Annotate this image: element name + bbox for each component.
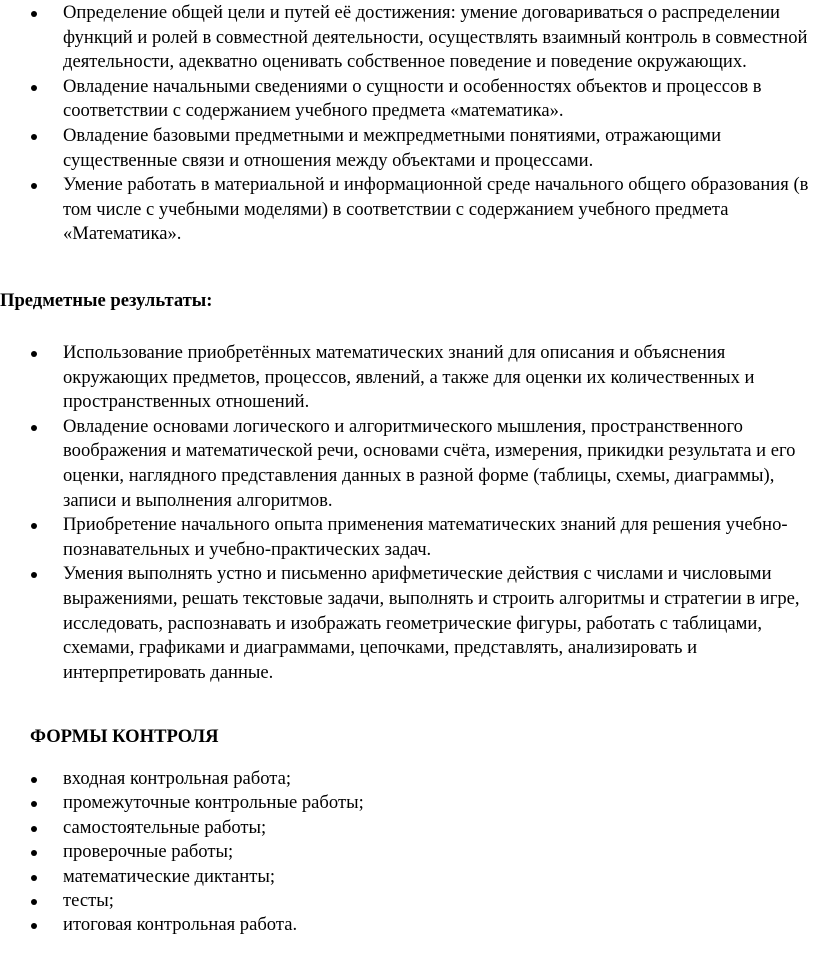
list-item-text: Определение общей цели и путей её достижения: умение договариваться о распределении функций и ролей в совместной деятельности, осуществлять взаимный контроль в совместной деятельности, адекватно оценивать собственное поведение и поведение окружающих. [63, 2, 808, 73]
list-item-text: Умения выполнять устно и письменно арифметические действия с числами и числовыми выражениями, решать текстовые задачи, выполнять и строить алгоритмы и стратегии в игре, исследовать, распознавать и изображать геометрические фигуры, работать с таблицами, схемами, графиками и диаграммами, цепочками, представлять, анализировать и интерпретировать данные. [63, 563, 800, 683]
control-forms-list [0, 767, 816, 938]
bullet-icon [31, 85, 37, 91]
list-item-text: самостоятельные работы; [63, 816, 267, 838]
list-item [0, 767, 816, 791]
list-item [0, 75, 816, 124]
subject-results-heading: Предметные результаты: [0, 290, 213, 311]
list-item-text: Овладение базовыми предметными и межпредметными понятиями, отражающими существенные связи и отношения между объектами и процессами. [63, 124, 722, 171]
list-item [0, 341, 816, 415]
bullet-icon [31, 875, 37, 881]
list-item [0, 124, 816, 173]
list-item [0, 1, 816, 75]
bullet-icon [31, 11, 37, 17]
list-item-text: проверочные работы; [63, 841, 234, 863]
bullet-icon [31, 777, 37, 783]
list-item [0, 913, 816, 937]
list-item-text: Приобретение начального опыта применения математических знаний для решения учебно-познавательных и учебно-практических задач. [63, 514, 788, 560]
subject-results-list [0, 341, 816, 685]
bullet-icon [31, 826, 37, 832]
bullet-icon [31, 572, 37, 578]
list-item-text: входная контрольная работа; [63, 768, 292, 789]
list-item [0, 889, 816, 913]
list-item [0, 865, 816, 889]
list-item-text: тесты; [63, 890, 114, 912]
list-item [0, 791, 816, 815]
bullet-icon [31, 923, 37, 929]
list-item-text: математические диктанты; [63, 865, 276, 887]
goals-list [0, 1, 816, 247]
bullet-icon [31, 801, 37, 807]
list-item-text: Овладение основами логического и алгоритмического мышления, пространственного воображения и математической речи, основами счёта, измерения, прикидки результата и его оценки, наглядного представления данных в разной форме (таблицы, схемы, диаграммы), записи и выполнения алгоритмов. [63, 415, 796, 511]
bullet-icon [31, 899, 37, 905]
list-item [0, 816, 816, 840]
list-item-text: итоговая контрольная работа. [63, 914, 298, 936]
bullet-icon [31, 850, 37, 856]
list-item [0, 513, 816, 562]
list-item-text: Использование приобретённых математических знаний для описания и объяснения окружающих предметов, процессов, явлений, а также для оценки их количественных и пространственных отношений. [63, 342, 755, 413]
bullet-icon [31, 351, 37, 357]
list-item [0, 415, 816, 513]
list-item-text: Овладение начальными сведениями о сущности и особенностях объектов и процессов в соответствии с содержанием учебного предмета «математика». [63, 75, 762, 122]
list-item [0, 840, 816, 864]
bullet-icon [31, 425, 37, 431]
bullet-icon [31, 134, 37, 140]
control-forms-heading: ФОРМЫ КОНТРОЛЯ [30, 726, 219, 747]
list-item [0, 173, 816, 247]
bullet-icon [31, 523, 37, 529]
list-item [0, 562, 816, 685]
bullet-icon [31, 183, 37, 189]
list-item-text: Умение работать в материальной и информационной среде начального общего образования (в том числе с учебными моделями) в соответствии с содержанием учебного предмета «Математика». [63, 174, 809, 245]
list-item-text: промежуточные контрольные работы; [63, 792, 364, 814]
